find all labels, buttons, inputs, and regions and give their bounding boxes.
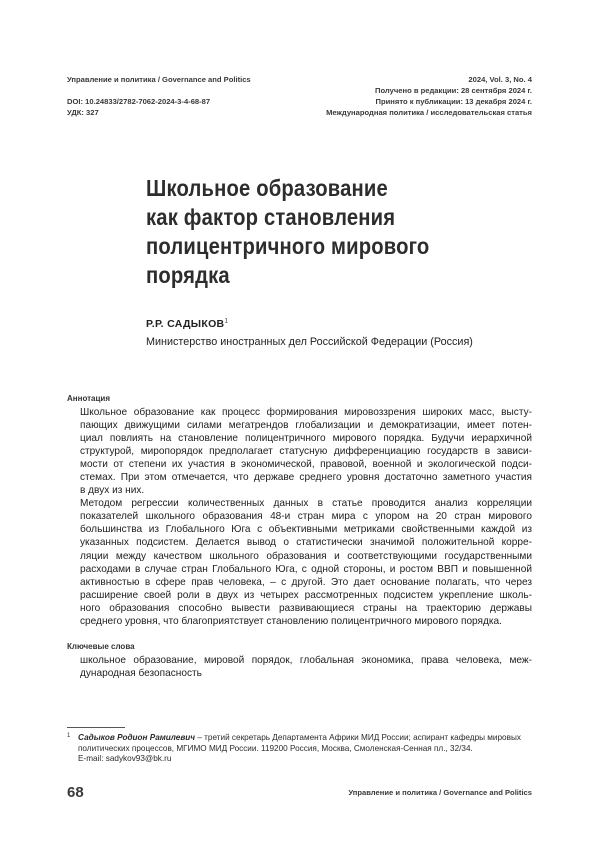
accepted-date: Принято к публикации: 13 декабря 2024 г.	[376, 96, 532, 107]
author-footnote-mark[interactable]: 1	[224, 319, 228, 325]
abstract-line: Методом регрессии количественных данных в статье проводится анализ корреляции	[80, 497, 532, 510]
abstract-line: активностью в сфере прав человека, – с другой. Это дает основание полагать, что через	[80, 576, 532, 589]
author-name	[146, 318, 228, 330]
abstract-line: ляции между качеством школьного образования и соответствующими государственными	[80, 550, 532, 563]
abstract-line: структурой, миропорядок предполагает статусную дифференциацию государств в зависи-	[80, 445, 532, 458]
title-line: полицентричного мирового	[146, 232, 456, 261]
footnote-email[interactable]: E-mail: sadykov93@bk.ru	[78, 754, 533, 765]
journal-name: Управление и политика / Governance and Politics	[67, 74, 251, 85]
abstract-text	[80, 406, 532, 628]
author-name-text: Р.Р. САДЫКОВ	[146, 318, 224, 330]
abstract-line: пающих движущими силами мегатрендов глобализации и демократизации, имеет потен-	[80, 419, 532, 432]
footnote-divider	[67, 727, 125, 728]
abstract-line: Школьное образование как процесс формирования мировоззрения широких масс, высту-	[80, 406, 532, 419]
title-line: Школьное образование	[146, 174, 456, 203]
abstract-line: расходами в случае стран Глобального Юга, с одной стороны, и ростом ВВП и повышенной	[80, 563, 532, 576]
received-date: Получено в редакции: 28 сентября 2024 г.	[375, 85, 532, 96]
abstract-line: среднего уровня, что благоприятствует становлению полицентричного мирового порядка.	[80, 615, 532, 628]
keywords-line: школьное образование, мировой порядок, глобальная экономика, права человека, меж-	[80, 654, 532, 667]
footnote-line: политических процессов, МГИМО МИД России. 119200 Россия, Москва, Смоленская-Сенная пл., 32/34.	[78, 744, 533, 755]
footnote-author-position: – третий секретарь Департамента Африки МИД России; аспирант кафедры мировых	[195, 733, 521, 742]
article-section: Международная политика / исследовательская статья	[326, 107, 532, 118]
abstract-line: стемах. При этом отмечается, что державе среднего уровня достаточно заметного участия	[80, 471, 532, 484]
abstract-line: циал повлиять на становление полицентричного мирового порядка. Будучи иерархичной	[80, 432, 532, 445]
abstract-line: в двух из них.	[80, 484, 532, 497]
title-line: как фактор становления	[146, 203, 456, 232]
keywords-label: Ключевые слова	[67, 642, 135, 651]
udc-code: УДК: 327	[67, 107, 99, 118]
abstract-line: показателей школьного образования 48-и стран мира с упором на 20 стран мирового	[80, 510, 532, 523]
abstract-line: ного образования способно вывести развивающиеся страны на траекторию державы	[80, 602, 532, 615]
abstract-line: большинства из Глобального Юга с объективными метриками свойственными каждой из	[80, 523, 532, 536]
abstract-line: указанных подсистем. Делается вывод о статистически значимой положительной корре-	[80, 536, 532, 549]
abstract-line: мости от степени их участия в экономической, правовой, военной и экологической подси-	[80, 458, 532, 471]
doi[interactable]: DOI: 10.24833/2782-7062-2024-3-4-68-87	[67, 96, 210, 107]
author-affiliation: Министерство иностранных дел Российской Федерации (Россия)	[146, 336, 473, 348]
abstract-line: расширение своей роли в двух из четырех рассмотренных подсистем укрепление школь-	[80, 589, 532, 602]
article-title	[146, 174, 456, 290]
volume-issue: 2024, Vol. 3, No. 4	[468, 74, 532, 85]
author-footnote	[78, 733, 533, 765]
keywords-text	[80, 654, 532, 680]
keywords-line: дународная безопасность	[80, 667, 532, 680]
footnote-author-name: Садыков Родион Рамилевич	[78, 733, 195, 742]
abstract-label: Аннотация	[67, 394, 110, 403]
title-line: порядка	[146, 261, 456, 290]
footer-journal-name: Управление и политика / Governance and Politics	[348, 788, 532, 797]
footnote-number: 1	[67, 733, 70, 739]
footnote-line	[78, 733, 533, 744]
page-number: 68	[67, 784, 84, 801]
